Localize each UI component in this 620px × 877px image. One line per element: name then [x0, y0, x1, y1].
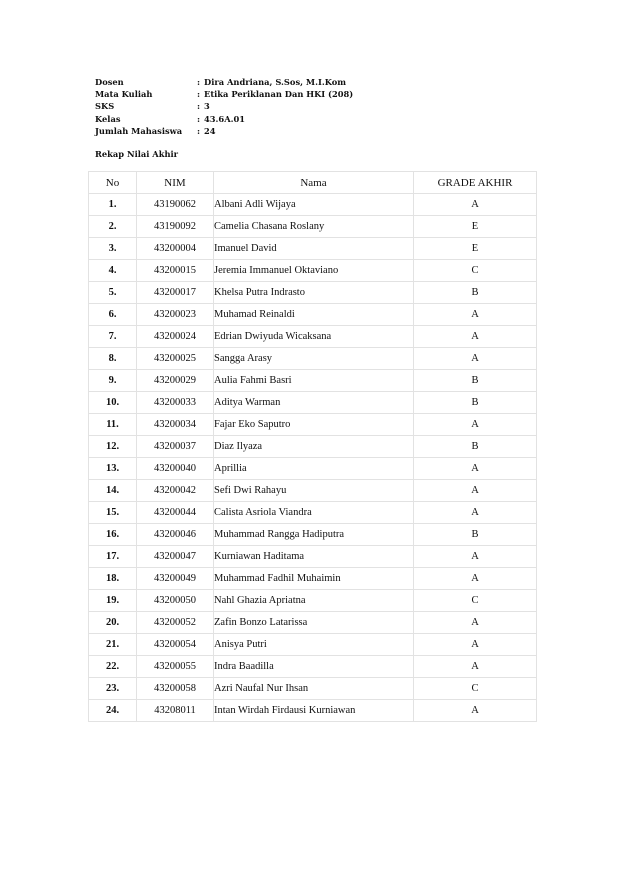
cell-nim: 43200042: [137, 480, 214, 502]
info-label: Mata Kuliah: [95, 89, 153, 100]
cell-nim: 43190092: [137, 216, 214, 238]
cell-no: 10.: [89, 392, 137, 414]
cell-nim: 43200050: [137, 590, 214, 612]
cell-name: Sefi Dwi Rahayu: [214, 480, 414, 502]
table-row: [89, 216, 537, 238]
cell-no: 17.: [89, 546, 137, 568]
info-separator: :: [197, 113, 201, 124]
cell-no: 3.: [89, 238, 137, 260]
table-row: [89, 568, 537, 590]
cell-grade: C: [414, 678, 537, 700]
table-row: [89, 458, 537, 480]
info-separator: :: [197, 89, 201, 100]
cell-grade: A: [414, 612, 537, 634]
cell-no: 21.: [89, 634, 137, 656]
cell-name: Kurniawan Haditama: [214, 546, 414, 568]
info-row: [95, 125, 353, 137]
cell-no: 9.: [89, 370, 137, 392]
cell-no: 5.: [89, 282, 137, 304]
cell-nim: 43200029: [137, 370, 214, 392]
cell-nim: 43200017: [137, 282, 214, 304]
cell-nim: 43200033: [137, 392, 214, 414]
cell-grade: A: [414, 414, 537, 436]
cell-grade: E: [414, 216, 537, 238]
cell-no: 22.: [89, 656, 137, 678]
cell-no: 19.: [89, 590, 137, 612]
cell-grade: B: [414, 524, 537, 546]
table-row: [89, 414, 537, 436]
cell-no: 12.: [89, 436, 137, 458]
info-row: [95, 113, 353, 125]
info-value: 3: [204, 101, 210, 112]
cell-nim: 43200054: [137, 634, 214, 656]
column-header-no: No: [89, 172, 137, 194]
cell-nim: 43200040: [137, 458, 214, 480]
cell-nim: 43208011: [137, 700, 214, 722]
cell-no: 4.: [89, 260, 137, 282]
info-value: 43.6A.01: [204, 113, 246, 124]
info-separator: :: [197, 77, 201, 87]
cell-name: Calista Asriola Viandra: [214, 502, 414, 524]
cell-grade: B: [414, 436, 537, 458]
cell-grade: C: [414, 260, 537, 282]
info-label: Jumlah Mahasiswa: [95, 125, 183, 136]
table-row: [89, 656, 537, 678]
cell-grade: A: [414, 634, 537, 656]
cell-nim: 43200058: [137, 678, 214, 700]
cell-name: Muhammad Rangga Hadiputra: [214, 524, 414, 546]
course-info: [95, 76, 353, 137]
info-row: [95, 100, 353, 112]
cell-nim: 43200015: [137, 260, 214, 282]
cell-name: Indra Baadilla: [214, 656, 414, 678]
info-separator: :: [197, 125, 201, 136]
cell-name: Aulia Fahmi Basri: [214, 370, 414, 392]
table-row: [89, 678, 537, 700]
cell-no: 2.: [89, 216, 137, 238]
cell-nim: 43200052: [137, 612, 214, 634]
table-row: [89, 370, 537, 392]
cell-grade: A: [414, 502, 537, 524]
table-row: [89, 392, 537, 414]
cell-name: Intan Wirdah Firdausi Kurniawan: [214, 700, 414, 722]
table-header-row: [89, 172, 537, 194]
info-value: Etika Periklanan Dan HKI (208): [204, 89, 354, 100]
cell-name: Muhamad Reinaldi: [214, 304, 414, 326]
cell-grade: A: [414, 304, 537, 326]
cell-no: 8.: [89, 348, 137, 370]
table-row: [89, 304, 537, 326]
grade-table: [88, 171, 537, 722]
cell-grade: A: [414, 348, 537, 370]
table-row: [89, 546, 537, 568]
cell-name: Aditya Warman: [214, 392, 414, 414]
table-row: [89, 590, 537, 612]
cell-name: Fajar Eko Saputro: [214, 414, 414, 436]
cell-no: 1.: [89, 194, 137, 216]
cell-no: 7.: [89, 326, 137, 348]
table-row: [89, 612, 537, 634]
info-value: 24: [204, 125, 216, 136]
table-row: [89, 326, 537, 348]
info-label: SKS: [95, 101, 115, 112]
cell-name: Imanuel David: [214, 238, 414, 260]
cell-nim: 43200024: [137, 326, 214, 348]
cell-nim: 43200034: [137, 414, 214, 436]
cell-name: Jeremia Immanuel Oktaviano: [214, 260, 414, 282]
cell-no: 18.: [89, 568, 137, 590]
info-separator: :: [197, 101, 201, 112]
cell-nim: 43200047: [137, 546, 214, 568]
cell-nim: 43200025: [137, 348, 214, 370]
cell-name: Zafin Bonzo Latarissa: [214, 612, 414, 634]
cell-grade: A: [414, 700, 537, 722]
cell-name: Muhammad Fadhil Muhaimin: [214, 568, 414, 590]
table-row: [89, 238, 537, 260]
cell-nim: 43200046: [137, 524, 214, 546]
table-row: [89, 634, 537, 656]
info-value: Dira Andriana, S.Sos, M.I.Kom: [204, 77, 347, 87]
cell-grade: C: [414, 590, 537, 612]
cell-name: Azri Naufal Nur Ihsan: [214, 678, 414, 700]
info-row: [95, 88, 353, 100]
cell-no: 23.: [89, 678, 137, 700]
cell-nim: 43190062: [137, 194, 214, 216]
table-row: [89, 480, 537, 502]
info-label: Kelas: [95, 113, 121, 124]
cell-name: Camelia Chasana Roslany: [214, 216, 414, 238]
cell-nim: 43200004: [137, 238, 214, 260]
cell-nim: 43200055: [137, 656, 214, 678]
table-row: [89, 502, 537, 524]
cell-name: Anisya Putri: [214, 634, 414, 656]
cell-name: Diaz Ilyaza: [214, 436, 414, 458]
table-row: [89, 436, 537, 458]
cell-nim: 43200049: [137, 568, 214, 590]
cell-no: 11.: [89, 414, 137, 436]
cell-name: Edrian Dwiyuda Wicaksana: [214, 326, 414, 348]
cell-no: 6.: [89, 304, 137, 326]
table-row: [89, 700, 537, 722]
cell-grade: E: [414, 238, 537, 260]
cell-grade: B: [414, 282, 537, 304]
cell-no: 13.: [89, 458, 137, 480]
cell-nim: 43200023: [137, 304, 214, 326]
cell-grade: A: [414, 568, 537, 590]
cell-name: Khelsa Putra Indrasto: [214, 282, 414, 304]
cell-name: Sangga Arasy: [214, 348, 414, 370]
column-header-name: Nama: [214, 172, 414, 194]
cell-no: 24.: [89, 700, 137, 722]
cell-grade: B: [414, 370, 537, 392]
cell-grade: A: [414, 656, 537, 678]
recap-title: Rekap Nilai Akhir: [95, 149, 179, 159]
table-row: [89, 260, 537, 282]
cell-no: 16.: [89, 524, 137, 546]
cell-grade: B: [414, 392, 537, 414]
table-row: [89, 194, 537, 216]
cell-no: 20.: [89, 612, 137, 634]
cell-no: 14.: [89, 480, 137, 502]
cell-no: 15.: [89, 502, 137, 524]
cell-name: Nahl Ghazia Apriatna: [214, 590, 414, 612]
column-header-nim: NIM: [137, 172, 214, 194]
info-label: Dosen: [95, 77, 124, 87]
cell-name: Aprillia: [214, 458, 414, 480]
cell-grade: A: [414, 480, 537, 502]
cell-grade: A: [414, 194, 537, 216]
table-row: [89, 348, 537, 370]
cell-grade: A: [414, 458, 537, 480]
table-row: [89, 524, 537, 546]
table-row: [89, 282, 537, 304]
cell-nim: 43200044: [137, 502, 214, 524]
column-header-grade: GRADE AKHIR: [414, 172, 537, 194]
cell-nim: 43200037: [137, 436, 214, 458]
info-row: [95, 76, 353, 88]
cell-name: Albani Adli Wijaya: [214, 194, 414, 216]
cell-grade: A: [414, 546, 537, 568]
cell-grade: A: [414, 326, 537, 348]
